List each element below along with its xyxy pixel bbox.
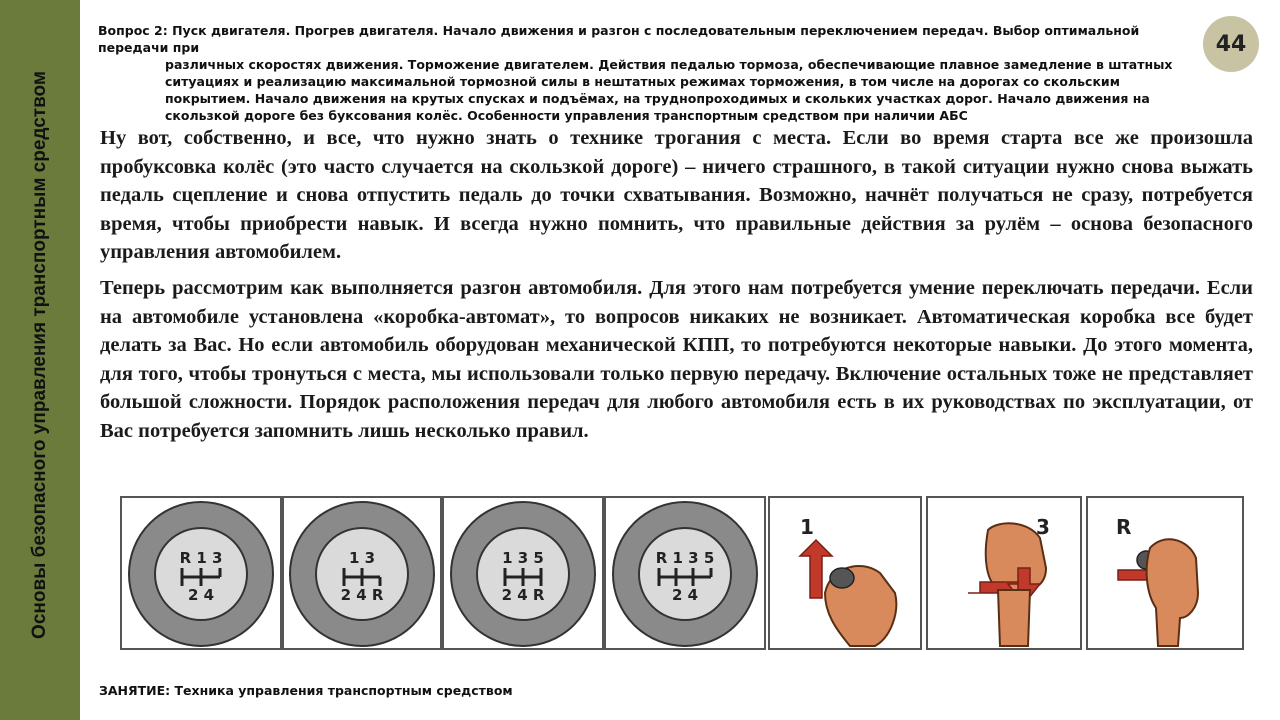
gear-diagram-panel — [282, 496, 442, 650]
gear-bottom-label: 2 4 — [671, 586, 699, 604]
question-header — [98, 22, 1198, 124]
paragraph: Теперь рассмотрим как выполняется разгон автомобиля. Для этого нам потребуется умение переключать передачи. Если на автомобиле установлена «коробка-автомат», то вопросов никаких не возникает. Автоматическая коробка все будет делать за Вас. Но если автомобиль оборудован механической КПП, то потребуются некоторые навыки. До этого момента, для того, чтобы тронуться с места, мы использовали только первую передачу. Включение остальных тоже не представляет большой сложности. Порядок расположения передач для любого автомобиля есть в их руководствах по эксплуатации, от Вас потребуется запомнить лишь несколько правил. — [100, 276, 1253, 442]
gear-pattern-icon — [606, 498, 764, 648]
main-text — [100, 124, 1253, 453]
sidebar — [0, 0, 80, 720]
hand-diagram-panel — [1086, 496, 1244, 650]
gear-bottom-label: 2 4 — [187, 586, 215, 604]
gear-diagram-panel — [604, 496, 766, 650]
sidebar-title: Основы безопасного управления транспортным средством — [29, 71, 50, 639]
gear-pattern-icon — [122, 498, 280, 648]
hand-gear-label: 3 — [1036, 515, 1050, 539]
question-header-lead: Вопрос 2: Пуск двигателя. Прогрев двигателя. Начало движения и разгон с последовательным переключением передач. Выбор оптимальной передачи при — [98, 23, 1140, 55]
paragraph: Ну вот, собственно, и все, что нужно знать о технике трогания с места. Если во время старта все же произошла пробуксовка колёс (это часто случается на скользкой дороге) – ничего страшного, в такой ситуации нужно снова выжать педаль сцепление и снова отпустить педаль до точки схватывания. Возможно, начнёт получаться не сразу, потребуется время, чтобы приобрести навык. И всегда нужно помнить, что правильные действия за рулём – основа безопасного управления автомобилем. — [100, 127, 1253, 264]
question-header-rest: различных скоростях движения. Торможение двигателем. Действия педалью тормоза, обеспечивающие плавное замедление в штатных ситуациях и реализацию максимальной тормозной силы в нештатных режимах торможения, в том числе на дорогах со скольским покрытием. Начало движения на крутых спусках и подъёмах, на труднопроходимых и скольких участках дорог. Начало движения на скользкой дороге без буксования колёс. Особенности управления транспортным средством при наличии АБС — [165, 57, 1173, 123]
gearshift-figure — [120, 496, 1250, 652]
gear-diagram-panel — [120, 496, 282, 650]
gear-pattern-icon — [284, 498, 440, 648]
hand-shifting-icon — [928, 498, 1080, 648]
hand-gear-label: 1 — [800, 515, 814, 539]
gear-bottom-label: 2 4 R — [501, 586, 545, 604]
gear-top-label: R 1 3 5 — [655, 549, 715, 567]
gear-top-label: R 1 3 — [179, 549, 223, 567]
hand-shifting-icon — [1088, 498, 1242, 648]
gear-diagram-panel — [442, 496, 604, 650]
hand-gear-label: R — [1116, 515, 1132, 539]
hand-diagram-panel — [768, 496, 922, 650]
gear-top-label: 1 3 5 — [502, 549, 544, 567]
gear-pattern-icon — [444, 498, 602, 648]
gear-bottom-label: 2 4 R — [340, 586, 384, 604]
footer-lesson: ЗАНЯТИЕ: Техника управления транспортным средством — [99, 683, 513, 698]
hand-diagram-panel — [926, 496, 1082, 650]
page-number-badge: 44 — [1203, 16, 1259, 72]
hand-shifting-icon — [770, 498, 920, 648]
gear-top-label: 1 3 — [348, 549, 376, 567]
